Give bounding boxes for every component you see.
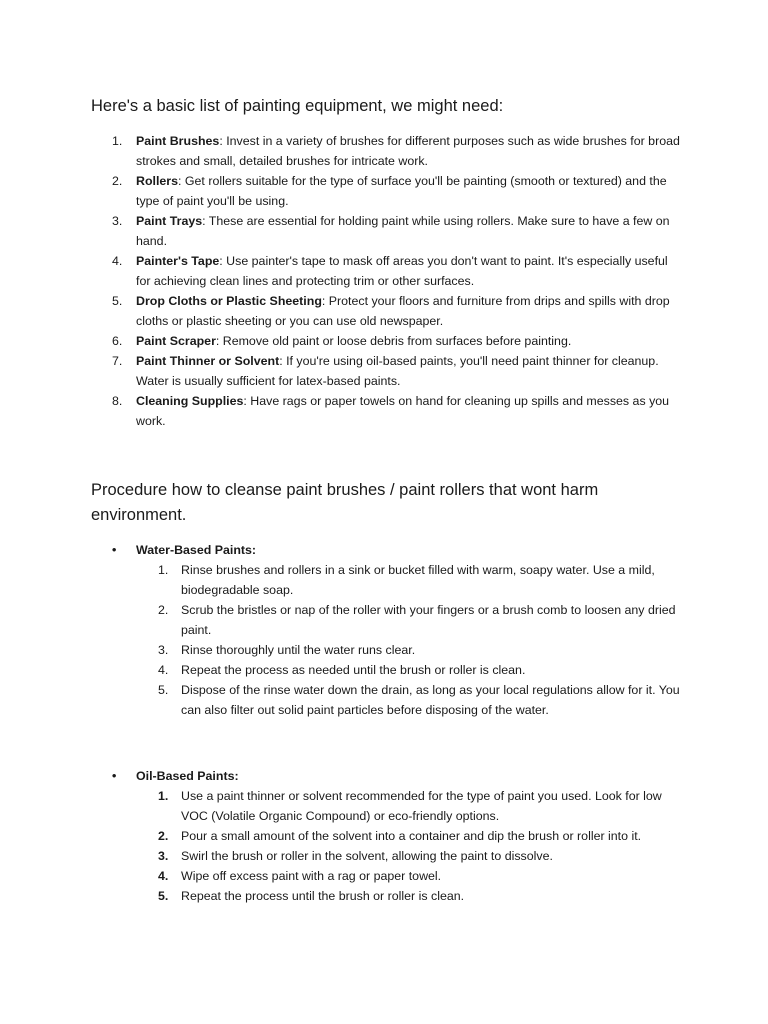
list-item <box>112 291 681 331</box>
procedure-heading: Procedure how to cleanse paint brushes / paint rollers that wont harm environment. <box>91 481 599 524</box>
item-term: Paint Brushes <box>136 134 220 148</box>
list-item <box>158 680 692 720</box>
step-text: Wipe off excess paint with a rag or paper towel. <box>181 869 442 883</box>
item-number: 7. <box>112 354 123 368</box>
item-text: : If you're using oil-based paints, you'll need paint thinner for cleanup. Water is usually sufficient for latex-based paints. <box>136 354 659 388</box>
water-steps-list <box>112 560 692 720</box>
section-title-text: Water-Based Paints: <box>136 543 257 557</box>
item-term: Paint Scraper <box>136 334 216 348</box>
step-text: Rinse thoroughly until the water runs clear. <box>181 643 416 657</box>
item-term: Rollers <box>136 174 179 188</box>
item-term: Cleaning Supplies <box>136 394 244 408</box>
item-text: : Get rollers suitable for the type of surface you'll be painting (smooth or textured) and the type of paint you'll be using. <box>136 174 667 208</box>
list-item <box>112 171 681 211</box>
section-title <box>112 766 692 786</box>
item-text: : Use painter's tape to mask off areas you don't want to paint. It's especially useful for achieving clean lines and protecting trim or other surfaces. <box>136 254 668 288</box>
step-number: 2. <box>158 603 169 617</box>
oil-based-section <box>112 766 692 906</box>
step-number: 1. <box>158 789 169 803</box>
item-number: 2. <box>112 174 123 188</box>
list-item <box>158 560 692 600</box>
item-number: 6. <box>112 334 123 348</box>
section-title-text: Oil-Based Paints: <box>136 769 239 783</box>
step-text: Swirl the brush or roller in the solvent, allowing the paint to dissolve. <box>181 849 553 863</box>
item-term: Painter's Tape <box>136 254 220 268</box>
item-term: Drop Cloths or Plastic Sheeting <box>136 294 322 308</box>
item-text: : Protect your floors and furniture from drips and spills with drop cloths or plastic sheeting or you can use old newspaper. <box>136 294 670 328</box>
step-text: Pour a small amount of the solvent into a container and dip the brush or roller into it. <box>181 829 642 843</box>
list-item <box>158 640 692 660</box>
step-text: Dispose of the rinse water down the drain, as long as your local regulations allow for it. You can also filter out solid paint particles before disposing of the water. <box>181 683 680 717</box>
item-term: Paint Thinner or Solvent <box>136 354 280 368</box>
list-item <box>112 391 681 431</box>
item-text: : Remove old paint or loose debris from surfaces before painting. <box>215 334 572 348</box>
step-number: 3. <box>158 849 169 863</box>
item-text: : These are essential for holding paint while using rollers. Make sure to have a few on hand. <box>136 214 670 248</box>
list-item <box>158 826 692 846</box>
list-item <box>112 211 681 251</box>
list-item <box>158 786 692 826</box>
item-number: 3. <box>112 214 123 228</box>
step-number: 3. <box>158 643 169 657</box>
oil-steps-list <box>112 786 692 906</box>
item-term: Paint Trays <box>136 214 203 228</box>
step-text: Repeat the process until the brush or roller is clean. <box>181 889 465 903</box>
equipment-heading: Here's a basic list of painting equipment, we might need: <box>91 97 504 115</box>
step-number: 4. <box>158 663 169 677</box>
list-item <box>158 660 692 680</box>
bullet-icon: • <box>112 543 117 557</box>
section-title <box>112 540 692 560</box>
item-text: : Have rags or paper towels on hand for cleaning up spills and messes as you work. <box>136 394 670 428</box>
item-number: 8. <box>112 394 123 408</box>
list-item <box>158 886 692 906</box>
list-item <box>112 131 681 171</box>
step-number: 5. <box>158 683 169 697</box>
list-item <box>158 866 692 886</box>
step-number: 2. <box>158 829 169 843</box>
step-number: 1. <box>158 563 169 577</box>
list-item <box>158 600 692 640</box>
item-number: 4. <box>112 254 123 268</box>
item-text: : Invest in a variety of brushes for different purposes such as wide brushes for broad strokes and small, detailed brushes for intricate work. <box>136 134 680 168</box>
bullet-icon: • <box>112 769 117 783</box>
water-based-section <box>112 540 692 720</box>
step-number: 4. <box>158 869 169 883</box>
list-item <box>158 846 692 866</box>
list-item <box>112 351 681 391</box>
step-text: Rinse brushes and rollers in a sink or bucket filled with warm, soapy water. Use a mild, biodegradable soap. <box>181 563 655 597</box>
item-number: 5. <box>112 294 123 308</box>
step-number: 5. <box>158 889 169 903</box>
item-number: 1. <box>112 134 123 148</box>
step-text: Scrub the bristles or nap of the roller with your fingers or a brush comb to loosen any dried paint. <box>181 603 676 637</box>
equipment-list <box>112 131 681 431</box>
step-text: Use a paint thinner or solvent recommended for the type of paint you used. Look for low VOC (Volatile Organic Compound) or eco-friendly options. <box>181 789 662 823</box>
list-item <box>112 251 681 291</box>
list-item <box>112 331 681 351</box>
step-text: Repeat the process as needed until the brush or roller is clean. <box>181 663 526 677</box>
